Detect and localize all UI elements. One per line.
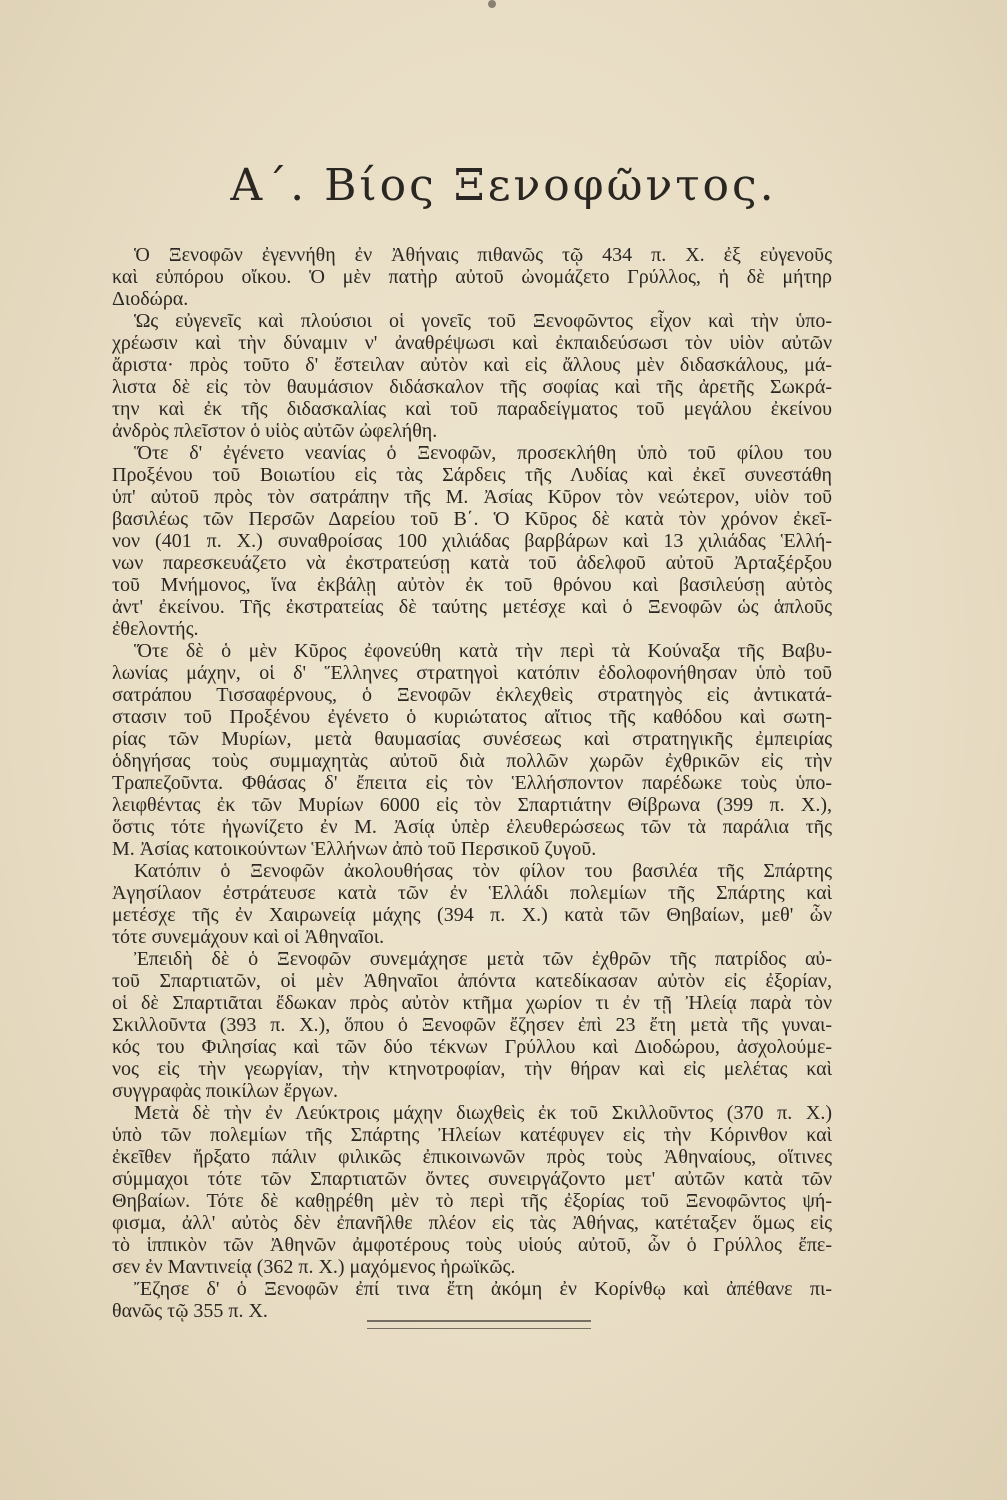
ink-dot (488, 0, 496, 8)
text-line: θανῶς τῷ 355 π. Χ. (112, 1300, 268, 1322)
text-line: την καὶ ἐκ τῆς διδασκαλίας καὶ τοῦ παραδείγματος τοῦ μεγάλου ἐκείνου (112, 398, 832, 420)
text-line: κός του Φιλησίας καὶ τῶν δύο τέκνων Γρύλλου καὶ Διοδώρου, ἀσχολούμε- (112, 1036, 832, 1058)
text-line: βασιλέως τῶν Περσῶν Δαρείου τοῦ Β΄. Ὁ Κῦρος δὲ κατὰ τὸν χρόνον ἐκεῖ- (112, 508, 832, 530)
text-line: Τραπεζοῦντα. Φθάσας δ' ἔπειτα εἰς τὸν Ἑλλήσποντον παρέδωκε τοὺς ὑπο- (112, 772, 832, 794)
text-line: Ἔζησε δ' ὁ Ξενοφῶν ἐπί τινα ἔτη ἀκόμη ἐν Κορίνθῳ καὶ ἀπέθανε πι- (134, 1278, 832, 1300)
text-line: Διοδώρα. (112, 288, 189, 310)
paragraph (112, 244, 832, 310)
text-line: ἐκεῖθεν ἤρξατο πάλιν φιλικῶς ἐπικοινωνῶν πρὸς τοὺς Ἀθηναίους, οἵτινες (112, 1146, 832, 1168)
paragraph (112, 1278, 832, 1322)
page-title: Α΄. Βίος Ξενοφῶντος. (230, 160, 777, 211)
text-line: στασιν τοῦ Προξένου ἐγένετο ὁ κυριώτατος αἴτιος τῆς καθόδου καὶ σωτη- (112, 706, 832, 728)
text-body (112, 244, 832, 1322)
paragraph (112, 1102, 832, 1278)
end-rule (367, 1320, 591, 1329)
text-line: Ὁ Ξενοφῶν ἐγεννήθη ἐν Ἀθήναις πιθανῶς τῷ 434 π. Χ. ἐξ εὐγενοῦς (134, 244, 832, 266)
paragraph (112, 442, 832, 640)
text-line: τὸ ἱππικὸν τῶν Ἀθηνῶν ἀμφοτέρους τοὺς υἱούς αὐτοῦ, ὧν ὁ Γρύλλος ἔπε- (112, 1234, 832, 1256)
text-line: Προξένου τοῦ Βοιωτίου εἰς τὰς Σάρδεις τῆς Λυδίας καὶ ἐκεῖ συνεστάθη (112, 464, 832, 486)
text-line: ὁδηγήσας τοὺς συμμαχητὰς αὐτοῦ διὰ πολλῶν χωρῶν ἐχθρικῶν εἰς τὴν (112, 750, 832, 772)
text-line: ρίας τῶν Μυρίων, μετὰ θαυμασίας συνέσεως καὶ στρατηγικῆς ἐμπειρίας (112, 728, 832, 750)
text-line: ὅστις τότε ἠγωνίζετο ἐν Μ. Ἀσίᾳ ὑπὲρ ἐλευθερώσεως τῶν τὰ παράλια τῆς (112, 816, 832, 838)
text-line: φισμα, ἀλλ' αὐτὸς δὲν ἐπανῆλθε πλέον εἰς τὰς Ἀθήνας, κατέταξεν ὅμως εἰς (112, 1212, 832, 1234)
text-line: τότε συνεμάχουν καὶ οἱ Ἀθηναῖοι. (112, 926, 385, 948)
text-line: ὑπὸ τῶν πολεμίων τῆς Σπάρτης Ἠλείων κατέφυγεν εἰς τὴν Κόρινθον καὶ (112, 1124, 832, 1146)
paragraph (112, 860, 832, 948)
text-line: Ὡς εὐγενεῖς καὶ πλούσιοι οἱ γονεῖς τοῦ Ξενοφῶντος εἶχον καὶ τὴν ὑπο- (134, 310, 832, 332)
text-line: Μετὰ δὲ τὴν ἐν Λεύκτροις μάχην διωχθεὶς ἐκ τοῦ Σκιλλοῦντος (370 π. Χ.) (134, 1102, 832, 1124)
text-line: λειφθέντας ἐκ τῶν Μυρίων 6000 εἰς τὸν Σπαρτιάτην Θίβρωνα (399 π. Χ.), (112, 794, 832, 816)
paragraph (112, 310, 832, 442)
text-line: χρέωσιν καὶ τὴν δύναμιν ν' ἀναθρέψωσι καὶ ἐκπαιδεύσωσι τὸν υἱὸν αὐτῶν (112, 332, 832, 354)
text-line: νος εἰς τὴν γεωργίαν, τὴν κτηνοτροφίαν, τὴν θήραν καὶ εἰς μελέτας καὶ (112, 1058, 832, 1080)
text-line: Ἀγησίλαον ἐστράτευσε κατὰ τῶν ἐν Ἑλλάδι πολεμίων τῆς Σπάρτης καὶ (112, 882, 832, 904)
paragraph (112, 948, 832, 1102)
text-line: νων παρεσκευάζετο νὰ ἐκστρατεύσῃ κατὰ τοῦ ἀδελφοῦ αὐτοῦ Ἀρταξέρξου (112, 552, 832, 574)
text-line: τοῦ Μνήμονος, ἵνα ἐκβάλῃ αὐτὸν ἐκ τοῦ θρόνου καὶ βασιλεύσῃ αὐτὸς (112, 574, 832, 596)
text-line: ἀντ' ἐκείνου. Τῆς ἐκστρατείας δὲ ταύτης μετέσχε καὶ ὁ Ξενοφῶν ὡς ἁπλοῦς (112, 596, 832, 618)
text-line: καὶ εὐπόρου οἴκου. Ὁ μὲν πατὴρ αὐτοῦ ὠνομάζετο Γρύλλος, ἡ δὲ μήτηρ (112, 266, 832, 288)
text-line: Κατόπιν ὁ Ξενοφῶν ἀκολουθήσας τὸν φίλον του βασιλέα τῆς Σπάρτης (134, 860, 832, 882)
text-line: ἐθελοντής. (112, 618, 199, 640)
text-line: σεν ἐν Μαντινείᾳ (362 π. Χ.) μαχόμενος ἡρωϊκῶς. (112, 1256, 516, 1278)
text-line: λιστα δὲ εἰς τὸν θαυμάσιον διδάσκαλον τῆς σοφίας καὶ τῆς ἀρετῆς Σωκρά- (112, 376, 832, 398)
text-line: ἀνδρὸς πλεῖστον ὁ υἱὸς αὐτῶν ὠφελήθη. (112, 420, 438, 442)
text-line: Ἐπειδὴ δὲ ὁ Ξενοφῶν συνεμάχησε μετὰ τῶν ἐχθρῶν τῆς πατρίδος αὐ- (134, 948, 832, 970)
text-line: Μ. Ἀσίας κατοικούντων Ἑλλήνων ἀπὸ τοῦ Περσικοῦ ζυγοῦ. (112, 838, 597, 860)
text-line: οἱ δὲ Σπαρτιᾶται ἔδωκαν πρὸς αὐτὸν κτῆμα χωρίον τι ἐν τῇ Ἠλείᾳ παρὰ τὸν (112, 992, 832, 1014)
text-line: συγγραφὰς ποικίλων ἔργων. (112, 1080, 339, 1102)
text-line: μετέσχε τῆς ἐν Χαιρωνείᾳ μάχης (394 π. Χ.) κατὰ τῶν Θηβαίων, μεθ' ὧν (112, 904, 832, 926)
text-line: Σκιλλοῦντα (393 π. Χ.), ὅπου ὁ Ξενοφῶν ἔζησεν ἐπὶ 23 ἔτη μετὰ τῆς γυναι- (112, 1014, 832, 1036)
text-line: Θηβαίων. Τότε δὲ καθῃρέθη μὲν τὸ περὶ τῆς ἐξορίας τοῦ Ξενοφῶντος ψή- (112, 1190, 832, 1212)
text-line: σύμμαχοι τότε τῶν Σπαρτιατῶν ὄντες συνειργάζοντο μετ' αὐτῶν κατὰ τῶν (112, 1168, 832, 1190)
text-line: λωνίας μάχην, οἱ δ' Ἕλληνες στρατηγοὶ κατόπιν ἐδολοφονήθησαν ὑπὸ τοῦ (112, 662, 832, 684)
text-line: Ὅτε δὲ ὁ μὲν Κῦρος ἐφονεύθη κατὰ τὴν περὶ τὰ Κούναξα τῆς Βαβυ- (134, 640, 832, 662)
text-line: ὑπ' αὐτοῦ πρὸς τὸν σατράπην τῆς Μ. Ἀσίας Κῦρον τὸν νεώτερον, υἱὸν τοῦ (112, 486, 832, 508)
text-line: σατράπου Τισσαφέρνους, ὁ Ξενοφῶν ἐκλεχθεὶς στρατηγὸς εἰς ἀντικατά- (112, 684, 832, 706)
text-line: ἄριστα· πρὸς τοῦτο δ' ἔστειλαν αὐτὸν καὶ εἰς ἄλλους μὲν διδασκάλους, μά- (112, 354, 832, 376)
text-line: Ὅτε δ' ἐγένετο νεανίας ὁ Ξενοφῶν, προσεκλήθη ὑπὸ τοῦ φίλου του (134, 442, 832, 464)
text-line: νον (401 π. Χ.) συναθροίσας 100 χιλιάδας βαρβάρων καὶ 13 χιλιάδας Ἑλλή- (112, 530, 832, 552)
paragraph (112, 640, 832, 860)
text-line: τοῦ Σπαρτιατῶν, οἱ μὲν Ἀθηναῖοι ἀπόντα κατεδίκασαν αὐτὸν εἰς ἐξορίαν, (112, 970, 832, 992)
